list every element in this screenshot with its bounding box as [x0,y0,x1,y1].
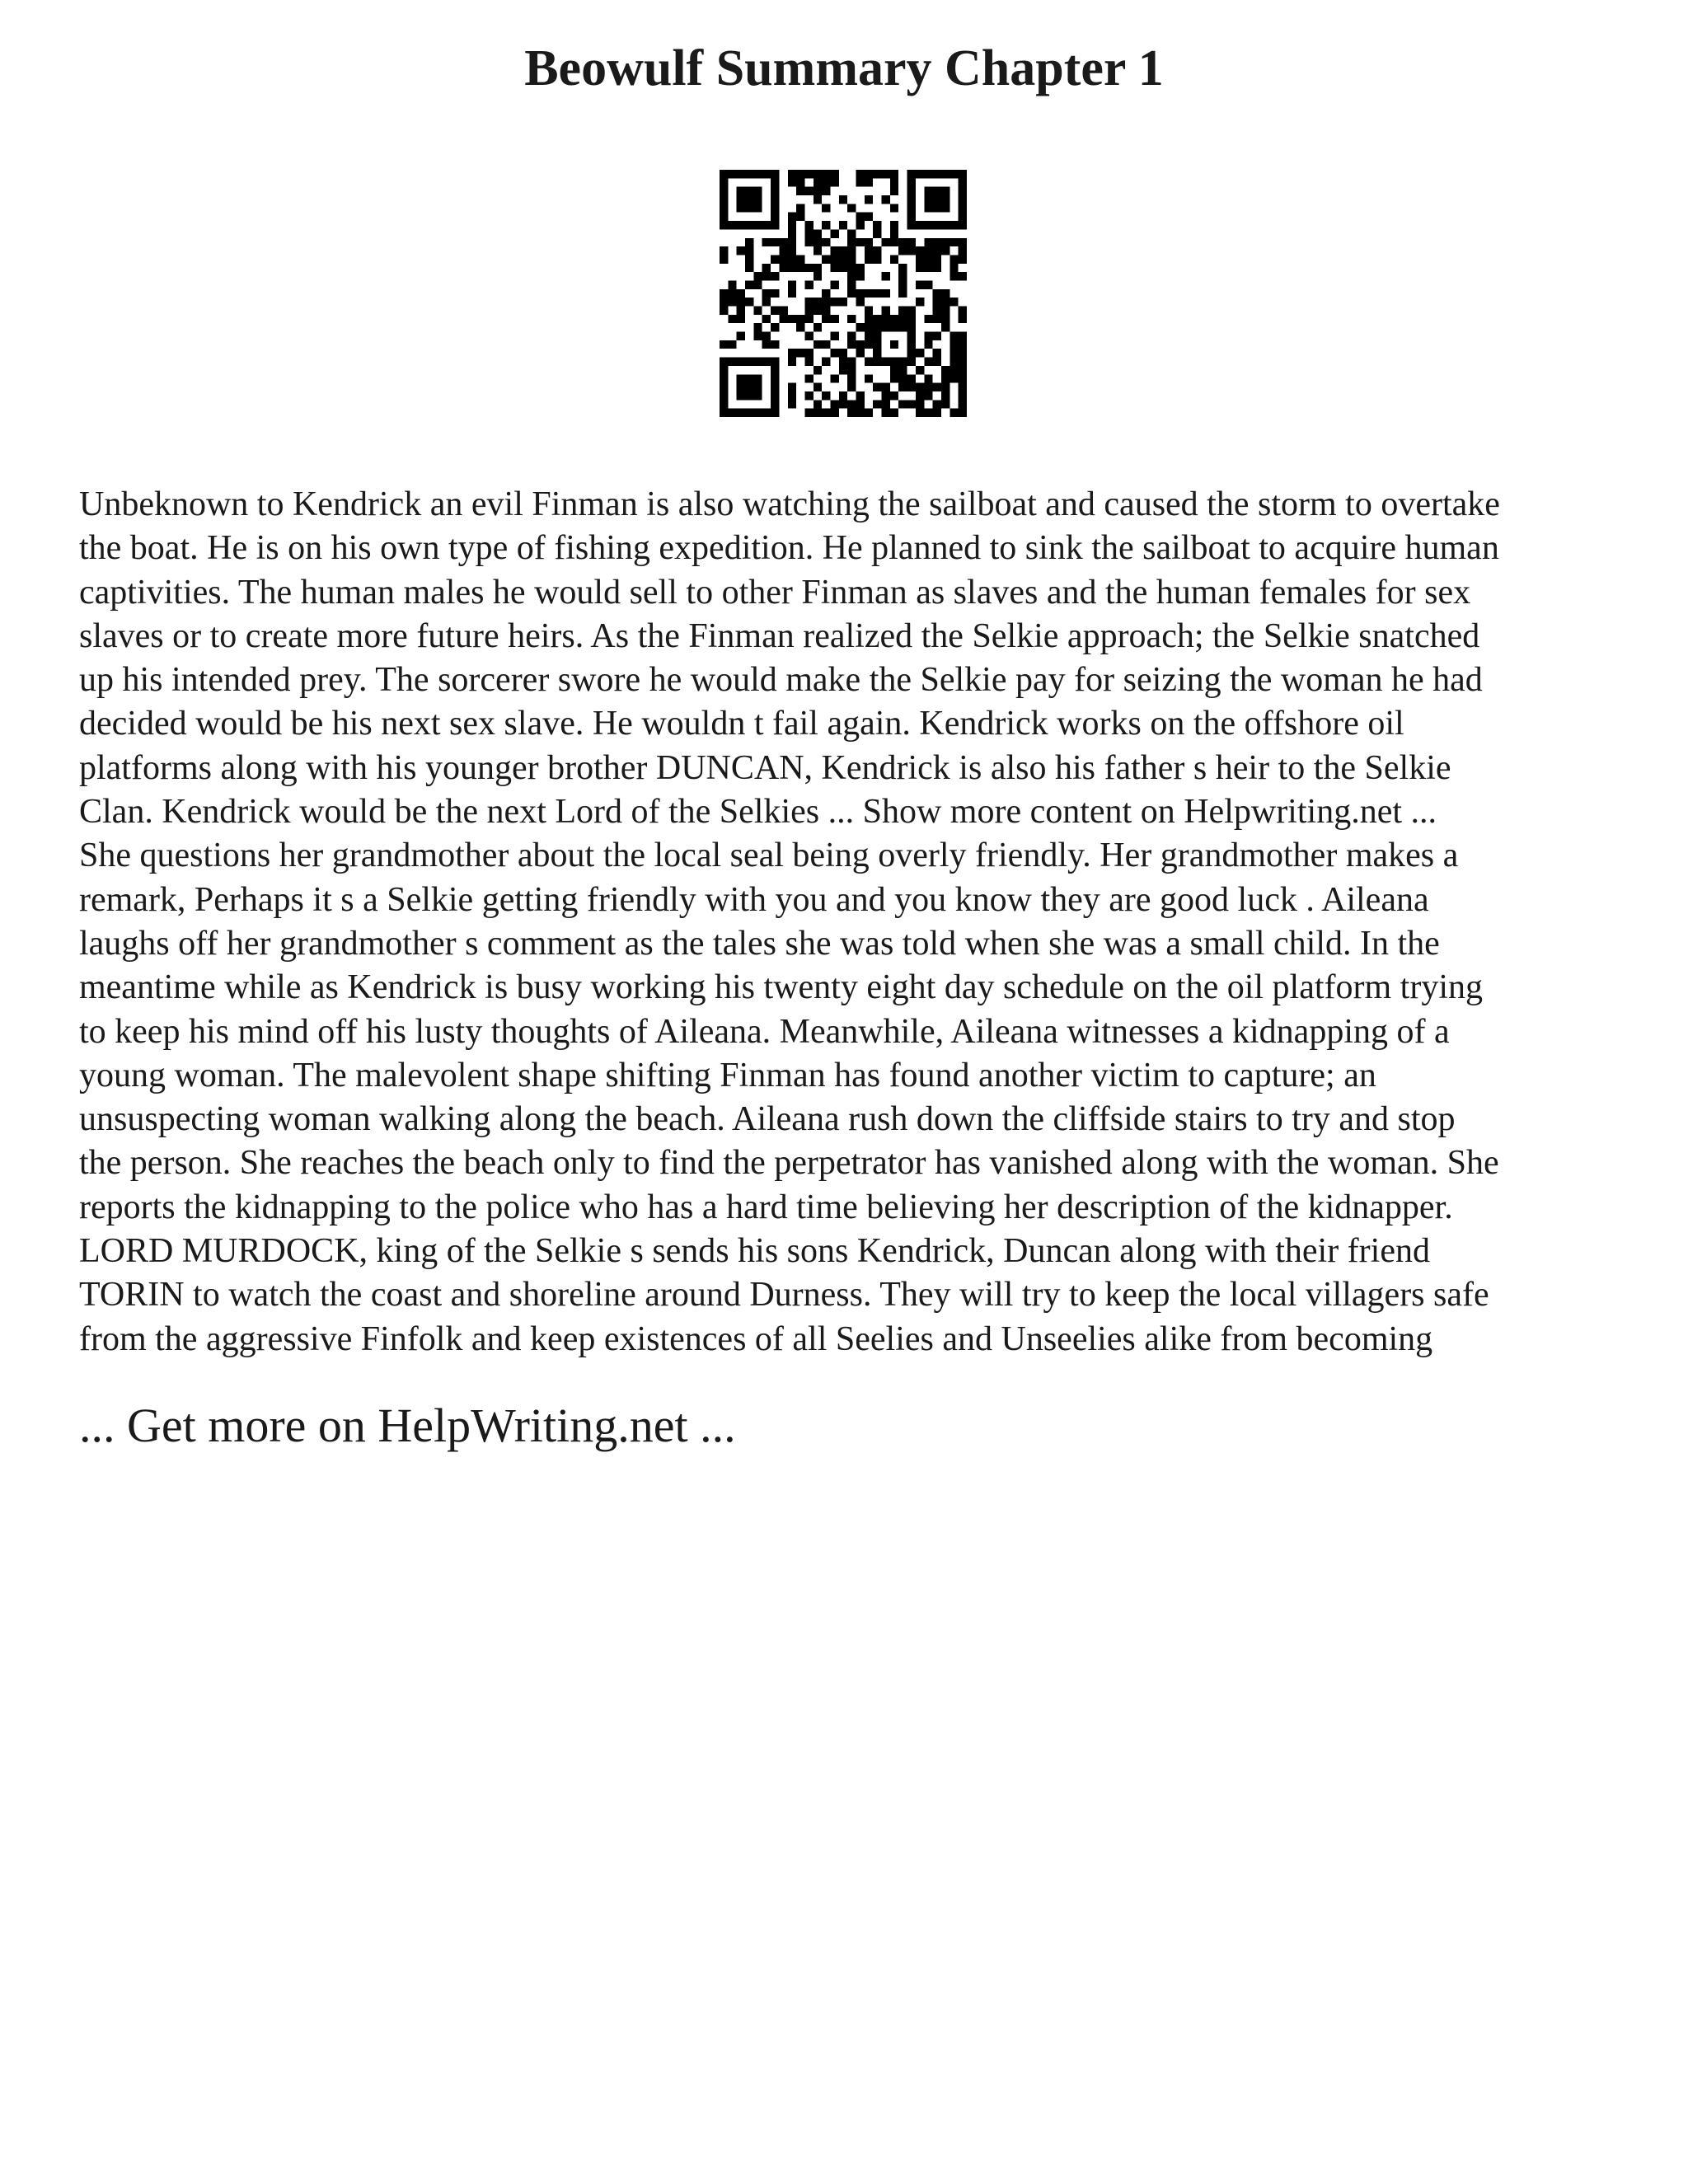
helpwriting-link[interactable]: ... Get more on HelpWriting.net ... [79,1399,736,1452]
document-title: Beowulf Summary Chapter 1 [524,40,1164,96]
qr-code-icon [720,170,967,417]
body-paragraph: Unbeknown to Kendrick an evil Finman is also watching the sailboat and caused the storm to overtake the boat. He is on his own type of fishing expedition. He planned to sink the sailboat to acquire human captivities. The human males he would sell to other Finman as slaves and the human females for sex slaves or to create more future heirs. As the Finman realized the Selkie approach; the Selkie snatched up his intended prey. The sorcerer swore he would make the Selkie pay for seizing the woman he had decided would be his next sex slave. He wouldn t fail again. Kendrick works on the offshore oil platforms along with his younger brother DUNCAN, Kendrick is also his father s heir to the Selkie Clan. Kendrick would be the next Lord of the Selkies ... Show more content on Helpwriting.net ... She questions her grandmother about the local seal being overly friendly. Her grandmother makes a remark, Perhaps it s a Selkie getting friendly with you and you know they are good luck . Aileana laughs off her grandmother s comment as the tales she was told when she was a small child. In the meantime while as Kendrick is busy working his twenty eight day schedule on the oil platform trying to keep his mind off his lusty thoughts of Aileana. Meanwhile, Aileana witnesses a kidnapping of a young woman. The malevolent shape shifting Finman has found another victim to capture; an unsuspecting woman walking along the beach. Aileana rush down the cliffside stairs to try and stop the person. She reaches the beach only to find the perpetrator has vanished along with the woman. She reports the kidnapping to the police who has a hard time believing her description of the kidnapper. LORD MURDOCK, king of the Selkie s sends his sons Kendrick, Duncan along with their friend TORIN to watch the coast and shoreline around Durness. They will try to keep the local villagers safe from the aggressive Finfolk and keep existences of all Seelies and Unseelies alike from becoming [79,485,1500,1358]
